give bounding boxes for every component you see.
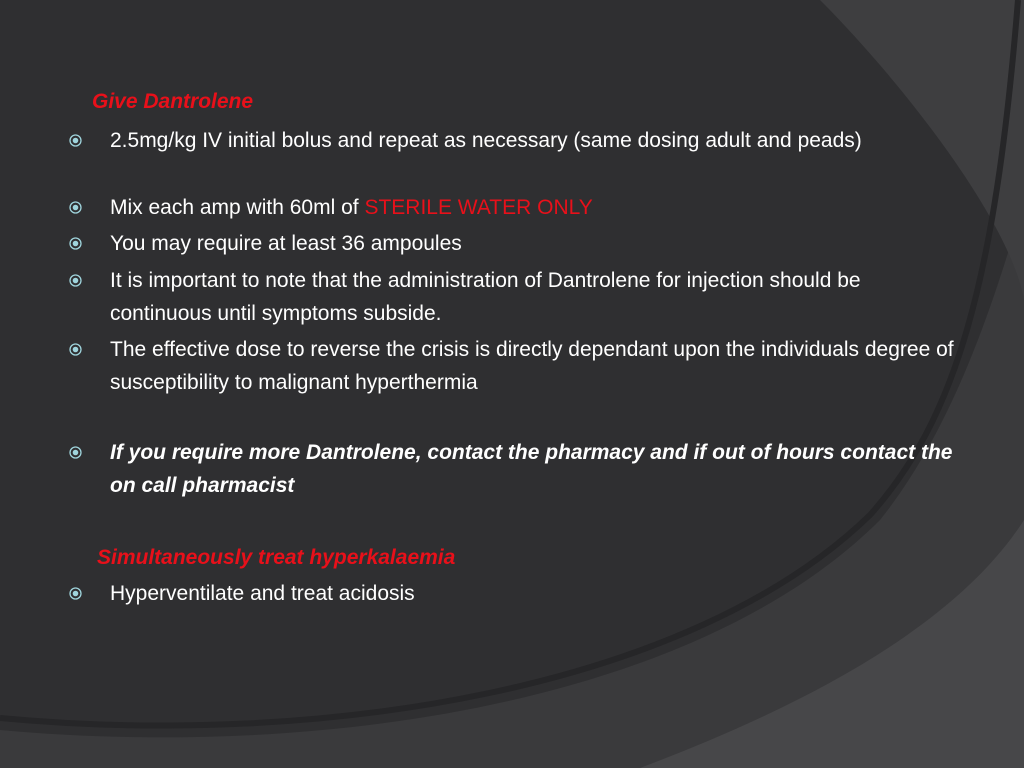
bullet-text: Hyperventilate and treat acidosis xyxy=(110,582,415,605)
circled-dot-icon xyxy=(69,134,82,147)
bullet-item xyxy=(110,577,955,610)
circled-dot-icon xyxy=(69,587,82,600)
bullet-item xyxy=(110,264,955,330)
bullet-text: It is important to note that the administration of Dantrolene for injection should be continuous until symptoms subside. xyxy=(110,269,861,325)
bullet-text: Mix each amp with 60ml of xyxy=(110,196,365,219)
circled-dot-icon xyxy=(69,274,82,287)
circled-dot-icon xyxy=(69,201,82,214)
heading-give-dantrolene: Give Dantrolene xyxy=(92,90,254,113)
bullet-text: If you require more Dantrolene, contact the pharmacy and if out of hours contact the on call pharmacist xyxy=(110,441,953,497)
bullet-text: The effective dose to reverse the crisis is directly dependant upon the individuals degree of susceptibility to malignant hyperthermia xyxy=(110,338,954,394)
bullet-item-pharmacy xyxy=(110,436,955,502)
heading-hyperkalaemia: Simultaneously treat hyperkalaemia xyxy=(97,546,456,569)
bullet-item xyxy=(110,227,955,260)
circled-dot-icon xyxy=(69,446,82,459)
circled-dot-icon xyxy=(69,343,82,356)
bullet-item xyxy=(110,333,955,399)
sterile-water-highlight: STERILE WATER ONLY xyxy=(364,196,593,219)
bullet-item xyxy=(110,191,955,224)
bullet-text: You may require at least 36 ampoules xyxy=(110,232,462,255)
circled-dot-icon xyxy=(69,237,82,250)
bullet-text: 2.5mg/kg IV initial bolus and repeat as necessary (same dosing adult and peads) xyxy=(110,129,862,152)
bullet-item xyxy=(110,124,955,157)
